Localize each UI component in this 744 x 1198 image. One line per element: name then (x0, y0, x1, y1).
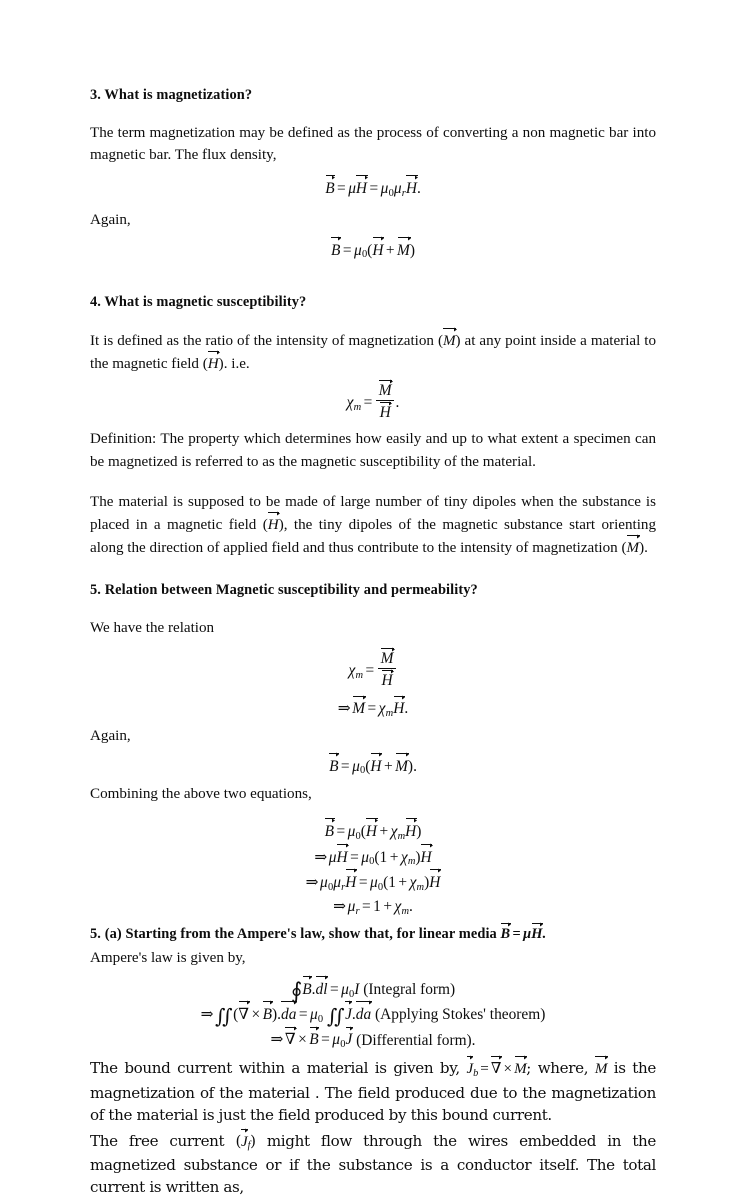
paragraph-q4-definition: It is defined as the ratio of the intensity of magnetization (M) at any point inside a material to the magnetic field (H). i.e. (90, 329, 656, 375)
again-label-q3: Again, (90, 211, 131, 228)
bound-current-text-b: ; where, (526, 1058, 595, 1077)
paragraph-q5-relation: We have the relation (90, 620, 215, 637)
note-stokes-theorem: (Applying Stokes' theorem) (375, 1006, 546, 1024)
paragraph-q5a-amperes-law: Ampere's law is given by, (90, 949, 246, 966)
paragraph-q5-combining: Combining the above two equations, (90, 786, 312, 803)
paragraph-bound-current (90, 1057, 656, 1126)
heading-5a-math: B = μH. (500, 925, 547, 942)
equation-q4-susceptibility: χm = $\frac{M}{H}$ . (346, 381, 400, 421)
equation-amperes-stokes: ⇒∫∫ (∇ × B).da = μ0 ∫∫ J.da (Applying Stokes' theorem) (200, 1003, 546, 1028)
heading-question-5a (90, 924, 656, 943)
heading-question-3: 3. What is magnetization? (90, 87, 253, 103)
equation-q5-deriv-4: ⇒μr = 1 + χm. (333, 897, 413, 918)
free-current-text-a: The free current ( (90, 1131, 242, 1150)
note-integral-form: (Integral form) (363, 980, 456, 998)
heading-question-5: 5. Relation between Magnetic susceptibility and permeability? (90, 582, 478, 599)
free-current-text-b: ) might flow through the wires embedded in the magnetized substance or if the substance is a conductor itself. The total current is written as, (90, 1131, 656, 1197)
heading-5a-text: 5. (a) Starting from the Ampere's law, show that, for linear media (90, 925, 501, 942)
equation-amperes-integral-form: ∮B.dl = μ0I (Integral form) (90, 977, 656, 1002)
again-label-q5: Again, (90, 727, 131, 744)
equation-q5-chi-fraction: χm = $\frac{M}{H}$ (90, 651, 656, 692)
paragraph-q4-definition-formal: Definition: The property which determines how easily and up to what extent a specimen can be magnetized is referred to as the magnetic susceptibility of the material. (90, 431, 656, 470)
bound-current-text-a: The bound current within a material is given by, (90, 1058, 467, 1077)
equation-q5-deriv-1: B = μ0(H + χmH) (90, 819, 656, 844)
equation-q5-deriv-2: ⇒μH = μ0(1 + χm)H (90, 845, 656, 870)
paragraph-q4-dipoles: The material is supposed to be made of large number of tiny dipoles when the substance is placed in a magnetic field (H), the tiny dipoles of the magnetic substance start orienting along the direction of applied field and thus contribute to the intensity of magnetization (M). (90, 491, 656, 559)
bound-current-text-c: is the magnetization of the material . The field produced due to the magnetization of the material is just the field produced by this bound current. (90, 1058, 656, 1124)
paragraph-q3-definition: The term magnetization may be defined as the process of converting a non magnetic bar into magnetic bar. The flux density, (90, 125, 656, 164)
bound-current-m-symbol: M (595, 1061, 607, 1077)
heading-question-4: 4. What is magnetic susceptibility? (90, 294, 307, 311)
note-differential-form: (Differential form). (356, 1031, 476, 1049)
free-current-symbol: Jf (241, 1134, 250, 1150)
equation-q3-flux-density: B = μH = μ0μrH. (90, 176, 656, 201)
paragraph-free-current (90, 1130, 656, 1198)
equation-q5-m-equals-chi-h: ⇒M = χmH. (90, 697, 656, 722)
equation-q3-b-mu0-h-plus-m: B = μ0(H + M) (90, 238, 656, 263)
document-content (90, 86, 656, 1198)
equation-q5-deriv-3: ⇒μ0μrH = μ0(1 + χm)H (90, 870, 656, 895)
equation-amperes-differential-form: ⇒∇ × B = μ0J (Differential form). (90, 1028, 656, 1053)
equation-q5-b-mu0: B = μ0(H + M). (90, 754, 656, 779)
bound-current-formula: Jb = ∇ × M (467, 1061, 527, 1077)
